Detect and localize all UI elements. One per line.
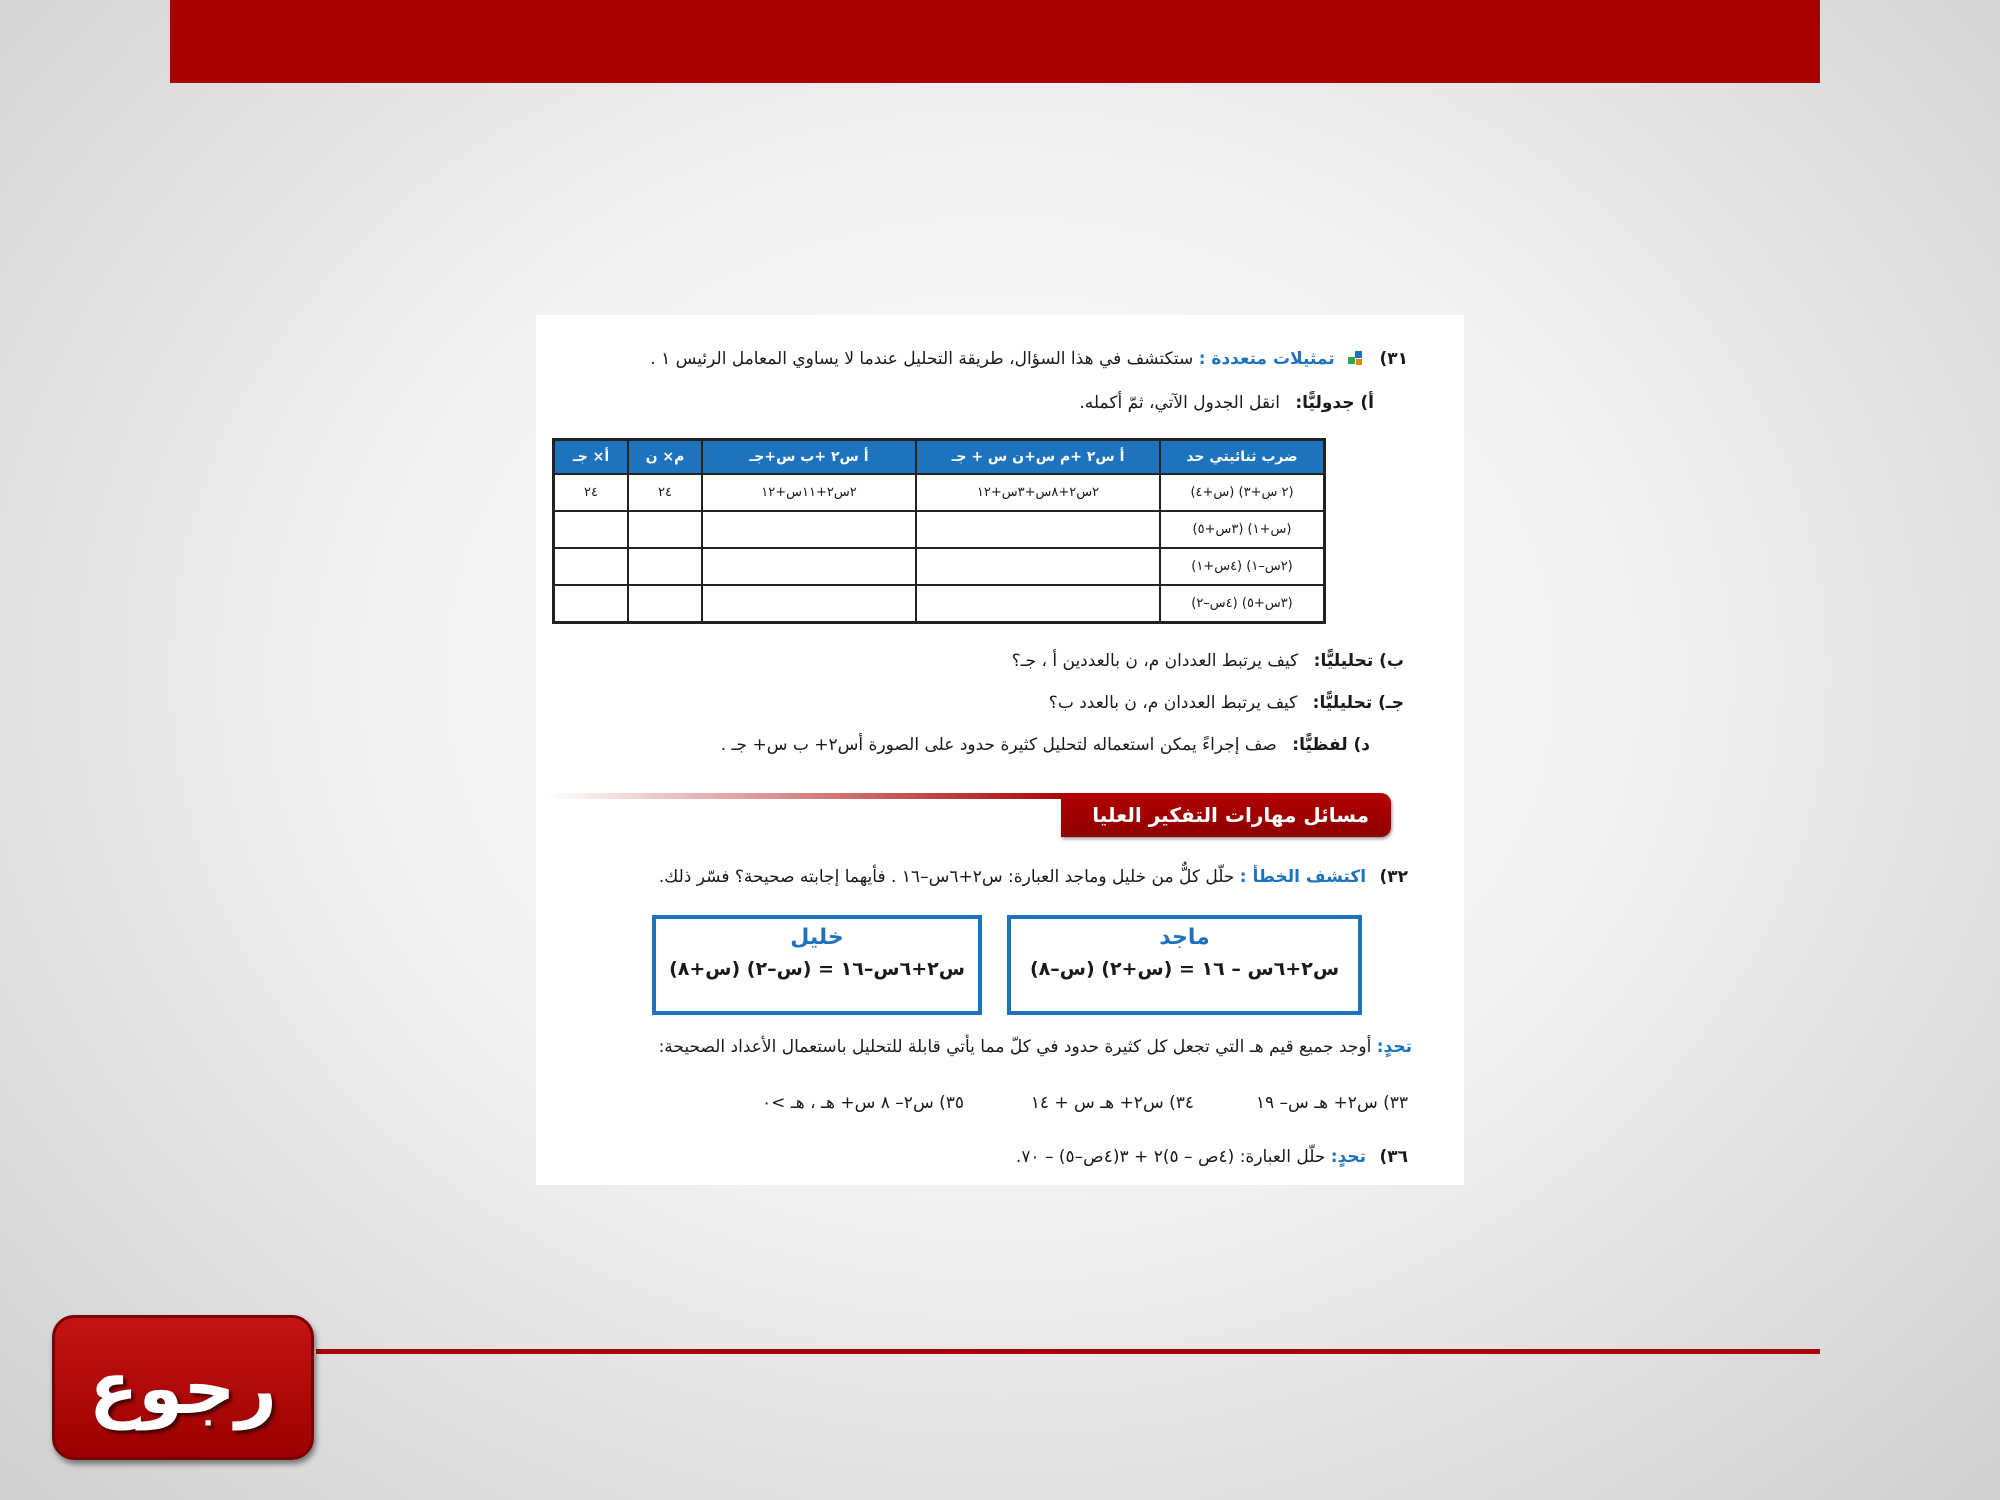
bottom-divider bbox=[316, 1349, 1820, 1354]
challenge-intro bbox=[659, 1037, 1412, 1057]
majed-name: ماجد bbox=[1159, 925, 1210, 950]
textbook-page bbox=[536, 315, 1464, 1185]
table-cell bbox=[916, 511, 1160, 548]
table-header: ضرب ثنائيتي حد bbox=[1160, 440, 1325, 475]
q31-text: ستكتشف في هذا السؤال، طريقة التحليل عندما لا يساوي المعامل الرئيس ١ . bbox=[650, 349, 1194, 369]
back-button[interactable]: رجوع bbox=[52, 1315, 314, 1460]
table-cell bbox=[702, 585, 916, 623]
table-cell bbox=[628, 548, 702, 585]
top-banner-bar bbox=[170, 0, 1820, 83]
part-d-label: د) لفظيًّا: bbox=[1292, 735, 1370, 755]
higher-order-thinking-banner: مسائل مهارات التفكير العليا bbox=[1061, 793, 1391, 837]
q31-part-b bbox=[1012, 651, 1404, 671]
table-cell bbox=[916, 548, 1160, 585]
factoring-table bbox=[552, 438, 1326, 624]
q31-part-c bbox=[1049, 693, 1404, 713]
table-cell bbox=[702, 548, 916, 585]
banner-divider bbox=[546, 793, 1076, 799]
table-cell bbox=[628, 585, 702, 623]
table-cell bbox=[702, 511, 916, 548]
q31-part-a bbox=[1079, 393, 1374, 413]
table-cell bbox=[554, 585, 629, 623]
table-cell: (٢س–١) (٤س+١) bbox=[1160, 548, 1325, 585]
table-header: أ س٢ +م س+ن س + جـ bbox=[916, 440, 1160, 475]
table-header: أ× جـ bbox=[554, 440, 629, 475]
table-cell bbox=[916, 585, 1160, 623]
q34-item: ٣٤) س٢+ هـ س + ١٤ bbox=[1030, 1093, 1194, 1113]
majed-answer-box bbox=[1007, 915, 1362, 1015]
khalil-equation: س٢+٦س–١٦ = (س–٢) (س+٨) bbox=[669, 958, 965, 980]
majed-equation: س٢+٦س – ١٦ = (س+٢) (س–٨) bbox=[1029, 958, 1340, 980]
table-cell bbox=[628, 511, 702, 548]
table-row bbox=[554, 511, 1325, 548]
part-c-text: كيف يرتبط العددان م، ن بالعدد ب؟ bbox=[1048, 693, 1298, 713]
table-cell: (٢ س+٣) (س+٤) bbox=[1160, 474, 1325, 511]
q32-text: حلّل كلٌّ من خليل وماجد العبارة: س٢+٦س–١٦ . فأيهما إجابته صحيحة؟ فسّر ذلك. bbox=[658, 867, 1235, 887]
table-row bbox=[554, 548, 1325, 585]
q31-intro bbox=[650, 349, 1408, 369]
table-cell: (٣س+٥) (٤س–٢) bbox=[1160, 585, 1325, 623]
table-cell: ٢س٢+٨س+٣س+١٢ bbox=[916, 474, 1160, 511]
q36-number: ٣٦) bbox=[1379, 1147, 1408, 1167]
multiple-representations-icon bbox=[1346, 349, 1366, 369]
part-b-label: ب) تحليليًّا: bbox=[1313, 651, 1404, 671]
khalil-name: خليل bbox=[790, 925, 844, 950]
table-row bbox=[554, 585, 1325, 623]
table-header: أ س٢ +ب س+جـ bbox=[702, 440, 916, 475]
table-header: م× ن bbox=[628, 440, 702, 475]
q36-item bbox=[1016, 1147, 1408, 1167]
part-a-label: أ) جدوليًّا: bbox=[1295, 393, 1374, 413]
q31-number: ٣١) bbox=[1379, 349, 1408, 369]
table-cell: (س+١) (٣س+٥) bbox=[1160, 511, 1325, 548]
part-d-text: صف إجراءً يمكن استعماله لتحليل كثيرة حدود على الصورة أس٢+ ب س+ جـ . bbox=[720, 735, 1277, 755]
table-cell: ٢س٢+١١س+١٢ bbox=[702, 474, 916, 511]
part-a-text: انقل الجدول الآتي، ثمّ أكمله. bbox=[1079, 393, 1280, 413]
q32-label: اكتشف الخطأ : bbox=[1239, 867, 1367, 887]
khalil-answer-box bbox=[652, 915, 982, 1015]
table-row bbox=[554, 474, 1325, 511]
q31-label: تمثيلات متعددة : bbox=[1198, 349, 1335, 369]
q32-intro bbox=[659, 867, 1408, 887]
part-b-text: كيف يرتبط العددان م، ن بالعددين أ ، جـ؟ bbox=[1011, 651, 1299, 671]
challenge-text: أوجد جميع قيم هـ التي تجعل كل كثيرة حدود في كلّ مما يأتي قابلة للتحليل باستعمال الأعداد الصحيحة: bbox=[658, 1037, 1372, 1057]
q32-number: ٣٢) bbox=[1379, 867, 1408, 887]
table-cell: ٢٤ bbox=[628, 474, 702, 511]
q36-text: حلّل العبارة: (٤ص – ٥)٢ + ٣(٤ص–٥) – ٧٠. bbox=[1015, 1147, 1326, 1167]
table-cell: ٢٤ bbox=[554, 474, 629, 511]
part-c-label: جـ) تحليليًّا: bbox=[1312, 693, 1404, 713]
q35-item: ٣٥) س٢– ٨ س+ هـ ، هـ >٠ bbox=[761, 1093, 964, 1113]
table-cell bbox=[554, 548, 629, 585]
q31-part-d bbox=[721, 735, 1370, 755]
challenge-label: تحدٍ: bbox=[1376, 1037, 1412, 1057]
table-cell bbox=[554, 511, 629, 548]
q33-item: ٣٣) س٢+ هـ س– ١٩ bbox=[1255, 1093, 1408, 1113]
q36-label: تحدٍ: bbox=[1330, 1147, 1367, 1167]
